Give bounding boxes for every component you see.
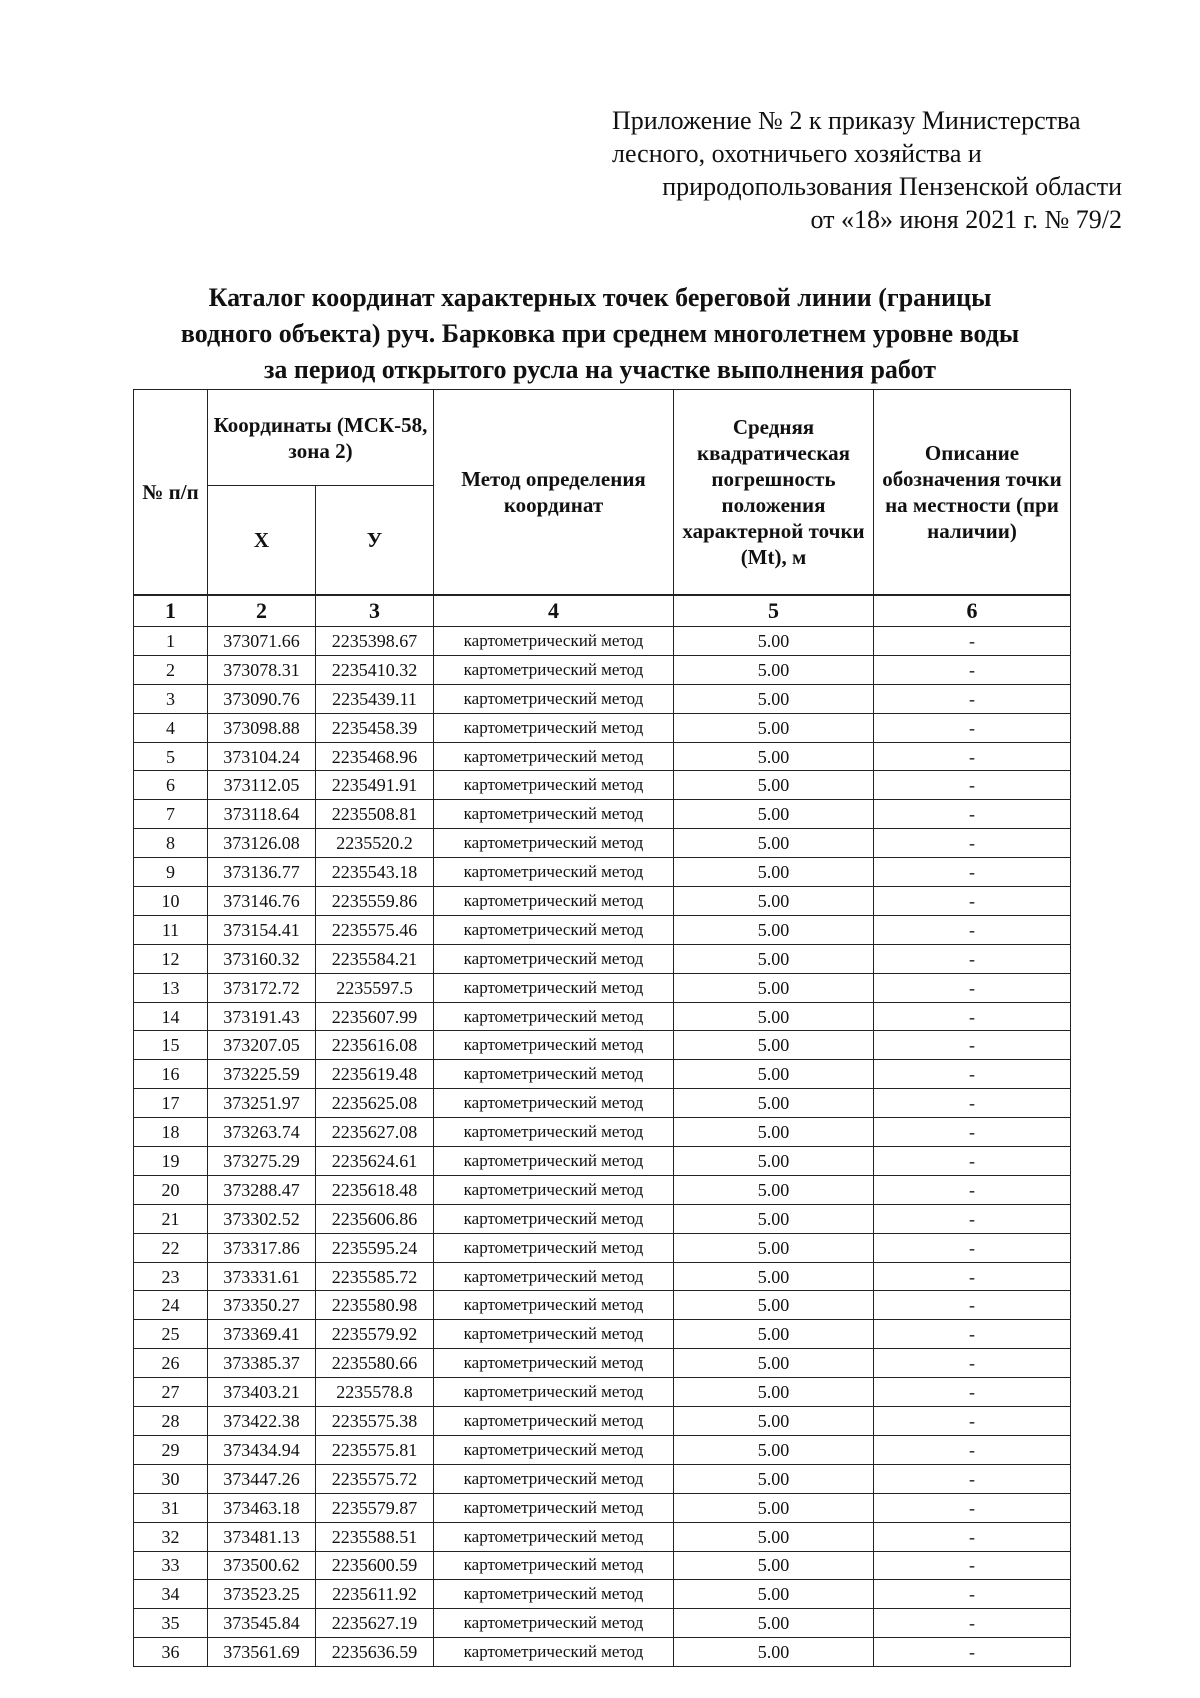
cell-x: 373434.94 [208,1435,316,1464]
table-row [134,1407,1071,1436]
table-row [134,973,1071,1002]
cell-description: - [874,1031,1071,1060]
cell-method: картометрический метод [434,858,674,887]
table-row [134,1320,1071,1349]
cell-error: 5.00 [674,1233,874,1262]
cell-x: 373369.41 [208,1320,316,1349]
cell-y: 2235616.08 [316,1031,434,1060]
cell-method: картометрический метод [434,1002,674,1031]
cell-method: картометрический метод [434,1118,674,1147]
table-row [134,829,1071,858]
cell-description: - [874,655,1071,684]
cell-method: картометрический метод [434,1089,674,1118]
cell-x: 373104.24 [208,742,316,771]
cell-y: 2235520.2 [316,829,434,858]
column-number: 6 [874,595,1071,627]
cell-description: - [874,829,1071,858]
cell-method: картометрический метод [434,1378,674,1407]
table-row [134,713,1071,742]
cell-error: 5.00 [674,742,874,771]
cell-y: 2235575.72 [316,1464,434,1493]
table-row [134,915,1071,944]
cell-error: 5.00 [674,973,874,1002]
cell-y: 2235627.08 [316,1118,434,1147]
cell-error: 5.00 [674,858,874,887]
cell-error: 5.00 [674,1378,874,1407]
cell-y: 2235580.98 [316,1291,434,1320]
cell-number: 36 [134,1638,208,1667]
table-row [134,1464,1071,1493]
cell-x: 373385.37 [208,1349,316,1378]
table-row [134,1233,1071,1262]
cell-x: 373403.21 [208,1378,316,1407]
cell-y: 2235627.19 [316,1609,434,1638]
cell-error: 5.00 [674,713,874,742]
cell-y: 2235580.66 [316,1349,434,1378]
document-title [120,280,1080,388]
cell-x: 373463.18 [208,1493,316,1522]
cell-number: 32 [134,1522,208,1551]
column-number: 1 [134,595,208,627]
cell-x: 373545.84 [208,1609,316,1638]
cell-number: 19 [134,1147,208,1176]
cell-number: 31 [134,1493,208,1522]
cell-number: 2 [134,655,208,684]
cell-method: картометрический метод [434,1609,674,1638]
cell-error: 5.00 [674,1291,874,1320]
cell-description: - [874,1435,1071,1464]
cell-x: 373136.77 [208,858,316,887]
cell-method: картометрический метод [434,973,674,1002]
table-row [134,800,1071,829]
cell-method: картометрический метод [434,713,674,742]
cell-number: 18 [134,1118,208,1147]
cell-number: 20 [134,1175,208,1204]
cell-number: 13 [134,973,208,1002]
appendix-line: природопользования Пензенской области [662,172,1122,201]
cell-method: картометрический метод [434,627,674,656]
cell-description: - [874,1118,1071,1147]
title-line: Каталог координат характерных точек береговой линии (границы [208,283,992,312]
cell-number: 12 [134,944,208,973]
cell-number: 33 [134,1551,208,1580]
cell-description: - [874,1580,1071,1609]
cell-description: - [874,1147,1071,1176]
cell-x: 373172.72 [208,973,316,1002]
cell-description: - [874,915,1071,944]
cell-number: 28 [134,1407,208,1436]
cell-description: - [874,858,1071,887]
table-row [134,1551,1071,1580]
column-number: 2 [208,595,316,627]
cell-error: 5.00 [674,1580,874,1609]
cell-number: 24 [134,1291,208,1320]
cell-description: - [874,771,1071,800]
cell-method: картометрический метод [434,1320,674,1349]
cell-method: картометрический метод [434,1638,674,1667]
cell-method: картометрический метод [434,1435,674,1464]
cell-y: 2235578.8 [316,1378,434,1407]
cell-y: 2235575.46 [316,915,434,944]
cell-error: 5.00 [674,915,874,944]
table-row [134,1493,1071,1522]
cell-x: 373225.59 [208,1060,316,1089]
cell-description: - [874,1089,1071,1118]
cell-y: 2235595.24 [316,1233,434,1262]
cell-method: картометрический метод [434,655,674,684]
cell-x: 373422.38 [208,1407,316,1436]
table-row [134,742,1071,771]
cell-x: 373317.86 [208,1233,316,1262]
appendix-block [612,104,1122,236]
table-row [134,944,1071,973]
cell-error: 5.00 [674,1638,874,1667]
cell-x: 373098.88 [208,713,316,742]
cell-method: картометрический метод [434,1522,674,1551]
cell-method: картометрический метод [434,1204,674,1233]
cell-x: 373331.61 [208,1262,316,1291]
cell-y: 2235619.48 [316,1060,434,1089]
cell-method: картометрический метод [434,742,674,771]
cell-x: 373263.74 [208,1118,316,1147]
cell-number: 29 [134,1435,208,1464]
cell-method: картометрический метод [434,915,674,944]
cell-number: 1 [134,627,208,656]
cell-number: 9 [134,858,208,887]
header-coordinates: Координаты (МСК-58, зона 2) [208,390,434,486]
cell-error: 5.00 [674,1262,874,1291]
cell-x: 373275.29 [208,1147,316,1176]
cell-description: - [874,973,1071,1002]
cell-error: 5.00 [674,1002,874,1031]
cell-description: - [874,944,1071,973]
cell-error: 5.00 [674,1031,874,1060]
cell-description: - [874,800,1071,829]
cell-description: - [874,887,1071,916]
table-row [134,627,1071,656]
cell-x: 373146.76 [208,887,316,916]
cell-y: 2235458.39 [316,713,434,742]
table-row [134,1060,1071,1089]
cell-method: картометрический метод [434,1349,674,1378]
header-method: Метод определения координат [434,390,674,596]
cell-description: - [874,1349,1071,1378]
cell-description: - [874,1493,1071,1522]
cell-number: 26 [134,1349,208,1378]
table-row [134,1147,1071,1176]
cell-number: 34 [134,1580,208,1609]
cell-error: 5.00 [674,684,874,713]
cell-number: 17 [134,1089,208,1118]
cell-method: картометрический метод [434,1060,674,1089]
table-row [134,1175,1071,1204]
cell-error: 5.00 [674,1147,874,1176]
cell-description: - [874,1378,1071,1407]
cell-number: 3 [134,684,208,713]
cell-description: - [874,1551,1071,1580]
table-row [134,771,1071,800]
cell-error: 5.00 [674,1118,874,1147]
cell-x: 373251.97 [208,1089,316,1118]
cell-y: 2235575.38 [316,1407,434,1436]
appendix-line: от «18» июня 2021 г. № 79/2 [810,205,1122,234]
cell-x: 373154.41 [208,915,316,944]
cell-method: картометрический метод [434,684,674,713]
table-row [134,1002,1071,1031]
cell-error: 5.00 [674,771,874,800]
cell-method: картометрический метод [434,1262,674,1291]
table-row [134,1522,1071,1551]
cell-error: 5.00 [674,1204,874,1233]
cell-x: 373561.69 [208,1638,316,1667]
cell-method: картометрический метод [434,1031,674,1060]
cell-description: - [874,1002,1071,1031]
cell-y: 2235410.32 [316,655,434,684]
cell-description: - [874,1464,1071,1493]
cell-method: картометрический метод [434,829,674,858]
cell-x: 373191.43 [208,1002,316,1031]
cell-number: 30 [134,1464,208,1493]
cell-description: - [874,1609,1071,1638]
table-row [134,1262,1071,1291]
cell-error: 5.00 [674,887,874,916]
cell-description: - [874,1060,1071,1089]
appendix-line: лесного, охотничьего хозяйства и [612,139,982,168]
cell-description: - [874,1407,1071,1436]
cell-error: 5.00 [674,1349,874,1378]
header-description: Описание обозначения точки на местности (при наличии) [874,390,1071,596]
cell-y: 2235579.87 [316,1493,434,1522]
cell-y: 2235398.67 [316,627,434,656]
cell-y: 2235439.11 [316,684,434,713]
cell-number: 4 [134,713,208,742]
cell-number: 35 [134,1609,208,1638]
cell-method: картометрический метод [434,800,674,829]
table-row [134,655,1071,684]
column-number: 3 [316,595,434,627]
cell-description: - [874,1233,1071,1262]
cell-x: 373078.31 [208,655,316,684]
cell-number: 15 [134,1031,208,1060]
table-row [134,1089,1071,1118]
cell-error: 5.00 [674,1522,874,1551]
title-line: за период открытого русла на участке выполнения работ [263,355,936,384]
cell-error: 5.00 [674,1609,874,1638]
cell-error: 5.00 [674,1407,874,1436]
cell-method: картометрический метод [434,1233,674,1262]
cell-number: 6 [134,771,208,800]
coordinates-table [133,389,1071,1667]
cell-y: 2235636.59 [316,1638,434,1667]
cell-number: 7 [134,800,208,829]
cell-x: 373500.62 [208,1551,316,1580]
cell-y: 2235618.48 [316,1175,434,1204]
cell-method: картометрический метод [434,1175,674,1204]
cell-number: 5 [134,742,208,771]
cell-number: 11 [134,915,208,944]
cell-number: 8 [134,829,208,858]
cell-y: 2235508.81 [316,800,434,829]
table-row [134,858,1071,887]
cell-error: 5.00 [674,1320,874,1349]
cell-method: картометрический метод [434,1580,674,1609]
cell-error: 5.00 [674,627,874,656]
header-number: № п/п [134,390,208,596]
cell-description: - [874,1320,1071,1349]
cell-y: 2235575.81 [316,1435,434,1464]
cell-error: 5.00 [674,1493,874,1522]
cell-number: 14 [134,1002,208,1031]
cell-y: 2235543.18 [316,858,434,887]
cell-x: 373071.66 [208,627,316,656]
cell-error: 5.00 [674,1175,874,1204]
cell-method: картометрический метод [434,1551,674,1580]
cell-y: 2235597.5 [316,973,434,1002]
cell-error: 5.00 [674,1464,874,1493]
cell-x: 373481.13 [208,1522,316,1551]
cell-y: 2235559.86 [316,887,434,916]
cell-method: картометрический метод [434,1464,674,1493]
cell-description: - [874,1522,1071,1551]
cell-x: 373126.08 [208,829,316,858]
cell-number: 10 [134,887,208,916]
header-y: У [316,486,434,596]
table-row [134,1638,1071,1667]
cell-y: 2235607.99 [316,1002,434,1031]
cell-x: 373112.05 [208,771,316,800]
cell-error: 5.00 [674,1551,874,1580]
cell-y: 2235585.72 [316,1262,434,1291]
cell-number: 16 [134,1060,208,1089]
cell-description: - [874,627,1071,656]
table-row [134,1031,1071,1060]
cell-method: картометрический метод [434,771,674,800]
title-line: водного объекта) руч. Барковка при среднем многолетнем уровне воды [180,319,1020,348]
cell-x: 373447.26 [208,1464,316,1493]
cell-error: 5.00 [674,1060,874,1089]
cell-error: 5.00 [674,829,874,858]
cell-error: 5.00 [674,1089,874,1118]
table-row [134,1349,1071,1378]
cell-y: 2235611.92 [316,1580,434,1609]
cell-description: - [874,684,1071,713]
cell-x: 373090.76 [208,684,316,713]
cell-description: - [874,1291,1071,1320]
cell-number: 27 [134,1378,208,1407]
cell-method: картометрический метод [434,887,674,916]
cell-y: 2235600.59 [316,1551,434,1580]
appendix-line: Приложение № 2 к приказу Министерства [612,106,1081,135]
cell-method: картометрический метод [434,1407,674,1436]
cell-description: - [874,742,1071,771]
cell-y: 2235588.51 [316,1522,434,1551]
cell-y: 2235625.08 [316,1089,434,1118]
cell-description: - [874,1638,1071,1667]
cell-method: картометрический метод [434,944,674,973]
cell-x: 373288.47 [208,1175,316,1204]
cell-description: - [874,1204,1071,1233]
table-row [134,1378,1071,1407]
cell-x: 373118.64 [208,800,316,829]
column-number: 5 [674,595,874,627]
cell-x: 373350.27 [208,1291,316,1320]
cell-method: картометрический метод [434,1147,674,1176]
table-row [134,1580,1071,1609]
header-error: Средняя квадратическая погрешность положения характерной точки (Mt), м [674,390,874,596]
cell-x: 373207.05 [208,1031,316,1060]
column-number: 4 [434,595,674,627]
cell-x: 373523.25 [208,1580,316,1609]
cell-error: 5.00 [674,655,874,684]
cell-y: 2235468.96 [316,742,434,771]
table-row [134,684,1071,713]
table-body [134,627,1071,1667]
table-row [134,1118,1071,1147]
cell-y: 2235624.61 [316,1147,434,1176]
header-x: Х [208,486,316,596]
cell-number: 22 [134,1233,208,1262]
cell-y: 2235584.21 [316,944,434,973]
table-row [134,1291,1071,1320]
cell-error: 5.00 [674,800,874,829]
cell-error: 5.00 [674,944,874,973]
cell-description: - [874,1175,1071,1204]
cell-number: 25 [134,1320,208,1349]
cell-number: 21 [134,1204,208,1233]
cell-x: 373160.32 [208,944,316,973]
cell-number: 23 [134,1262,208,1291]
cell-y: 2235491.91 [316,771,434,800]
cell-method: картометрический метод [434,1493,674,1522]
table-row [134,1435,1071,1464]
cell-y: 2235579.92 [316,1320,434,1349]
table-row [134,1204,1071,1233]
column-number-row [134,595,1071,627]
cell-y: 2235606.86 [316,1204,434,1233]
cell-method: картометрический метод [434,1291,674,1320]
cell-x: 373302.52 [208,1204,316,1233]
table-row [134,887,1071,916]
table-row [134,1609,1071,1638]
cell-description: - [874,1262,1071,1291]
cell-description: - [874,713,1071,742]
cell-error: 5.00 [674,1435,874,1464]
